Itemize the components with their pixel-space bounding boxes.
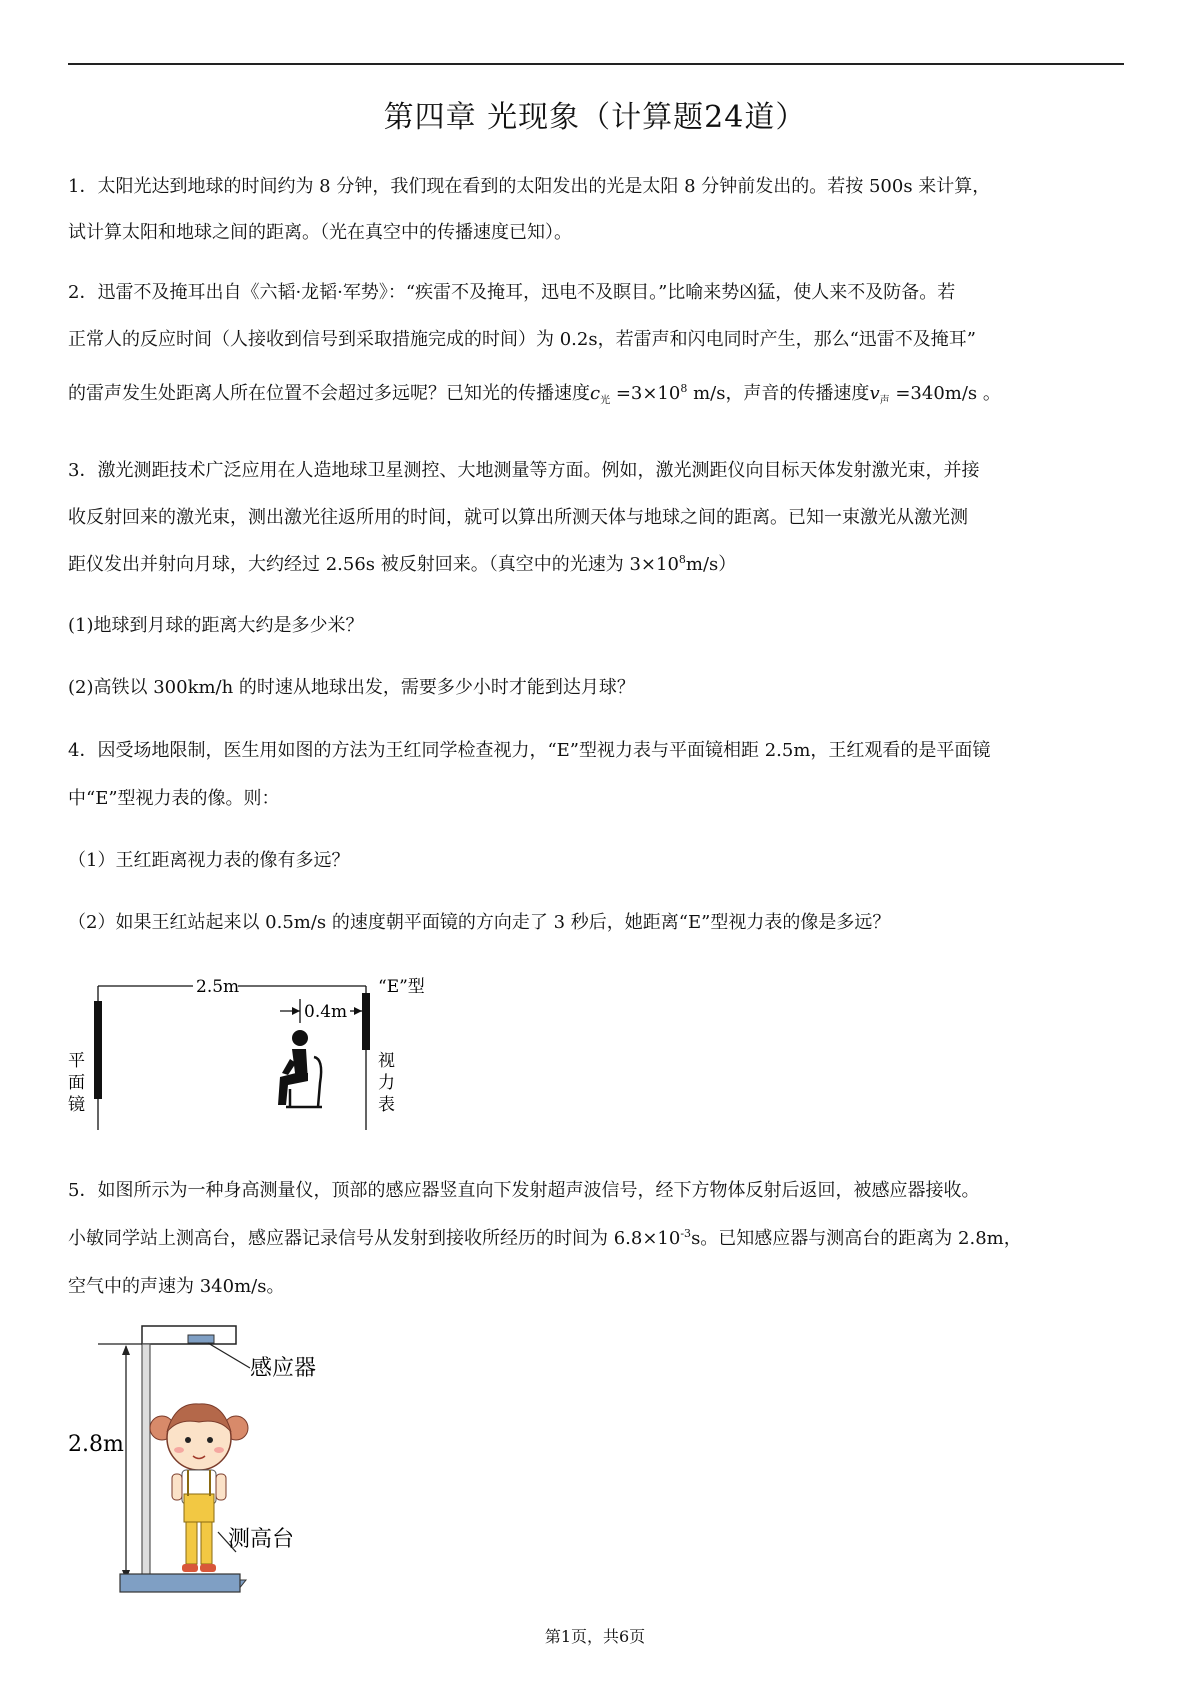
q5-line2-a: 小敏同学站上测高台，感应器记录信号从发射到接收所经历的时间为 6.8×10	[68, 1228, 681, 1249]
v-subscript: 声	[879, 395, 890, 407]
plane-mirror	[94, 1001, 102, 1099]
mirror-label-2: 面	[68, 1073, 85, 1093]
eye-chart-figure	[60, 965, 460, 1140]
q5-line3: 空气中的声速为 340m/s。	[68, 1276, 285, 1297]
eye-chart	[362, 993, 370, 1050]
v-symbol: v	[869, 383, 880, 404]
height-label: 2.8m	[68, 1432, 124, 1457]
c-value-b: m/s	[687, 383, 726, 404]
q1-line1: 1．太阳光达到地球的时间约为 8 分钟，我们现在看到的太阳发出的光是太阳 8 分钟前发出的。若按 500s 来计算，	[68, 176, 991, 197]
mirror-label-1: 平	[68, 1051, 85, 1071]
v-value: =340m/s	[889, 383, 978, 404]
platform-label: 测高台	[228, 1527, 295, 1552]
header-rule	[68, 63, 1124, 65]
q5-line2-b: s。已知感应器与测高台的距离为 2.8m，	[691, 1228, 1022, 1249]
q5-exponent: -3	[680, 1227, 692, 1240]
c-symbol: c	[590, 383, 601, 404]
q3-line1: 3．激光测距技术广泛应用在人造地球卫星测控、大地测量等方面。例如，激光测距仪向目标天体发射激光束，并接	[68, 460, 980, 481]
q3-sub1: (1)地球到月球的距离大约是多少米？	[68, 615, 364, 636]
seated-person-icon	[278, 1030, 322, 1107]
chart-label-1: 视	[378, 1051, 395, 1071]
page-title: 第四章 光现象（计算题24道）	[383, 100, 807, 135]
sensor	[188, 1335, 214, 1343]
q2-line3-b: ，声音的传播速度	[725, 383, 870, 404]
q3-line3-a: 距仪发出并射向月球，大约经过 2.56s 被反射回来。（真空中的光速为 3×10	[68, 554, 679, 575]
q4-sub2: （2）如果王红站起来以 0.5m/s 的速度朝平面镜的方向走了 3 秒后，她距离“E”型视力表的像是多远？	[68, 912, 891, 933]
pole	[142, 1344, 150, 1580]
q5-line1: 5．如图所示为一种身高测量仪，顶部的感应器竖直向下发射超声波信号，经下方物体反射后返回，被感应器接收。	[68, 1180, 980, 1201]
q3-line3	[68, 550, 1128, 576]
dim-arrow-up	[122, 1345, 130, 1355]
arrow-right-head	[354, 1007, 362, 1015]
c-exponent: 8	[680, 382, 688, 395]
chart-label-2: 力	[378, 1073, 395, 1093]
q2-line2: 正常人的反应时间（人接收到信号到采取措施完成的时间）为 0.2s，若雷声和闪电同时产生，那么“迅雷不及掩耳”	[68, 329, 976, 350]
c-subscript: 光	[600, 395, 611, 407]
q3-exponent: 8	[678, 553, 686, 566]
chart-label-3: 表	[378, 1095, 395, 1115]
q3-sub2: (2)高铁以 300km/h 的时速从地球出发，需要多少小时才能到达月球？	[68, 677, 635, 698]
dist-person-label: 0.4m	[304, 1002, 348, 1022]
measuring-platform	[120, 1574, 240, 1592]
mirror-label-3: 镜	[68, 1095, 85, 1115]
q2-line3-a: 的雷声发生处距离人所在位置不会超过多远呢？已知光的传播速度	[68, 383, 590, 404]
q3-line3-b: m/s）	[685, 554, 737, 575]
sensor-label: 感应器	[250, 1356, 317, 1381]
dist-mirror-label: 2.5m	[196, 977, 240, 997]
q3-line2: 收反射回来的激光束，测出激光往返所用的时间，就可以算出所测天体与地球之间的距离。已知一束激光从激光测	[68, 507, 968, 528]
q5-line2	[68, 1224, 1128, 1250]
height-meter-figure	[60, 1318, 380, 1608]
q4-sub1: （1）王红距离视力表的像有多远？	[68, 850, 350, 871]
arrow-left-head	[292, 1007, 300, 1015]
chart-label-top: “E”型	[378, 977, 425, 997]
q4-line2: 中“E”型视力表的像。则：	[68, 788, 280, 809]
q2-line3	[68, 379, 1128, 407]
q2-line1: 2．迅雷不及掩耳出自《六韬·龙韬·军势》：“疾雷不及掩耳，迅电不及瞑目。”比喻来势凶猛，使人来不及防备。若	[68, 282, 956, 303]
sensor-leader	[208, 1343, 250, 1368]
page-footer: 第1页，共6页	[544, 1627, 646, 1646]
c-value-a: =3×10	[610, 383, 681, 404]
q4-line1: 4．因受场地限制，医生用如图的方法为王红同学检查视力，“E”型视力表与平面镜相距 2.5m，王红观看的是平面镜	[68, 740, 991, 761]
q2-line3-end: 。	[977, 383, 1001, 404]
q1-line2: 试计算太阳和地球之间的距离。（光在真空中的传播速度已知）。	[68, 222, 572, 243]
